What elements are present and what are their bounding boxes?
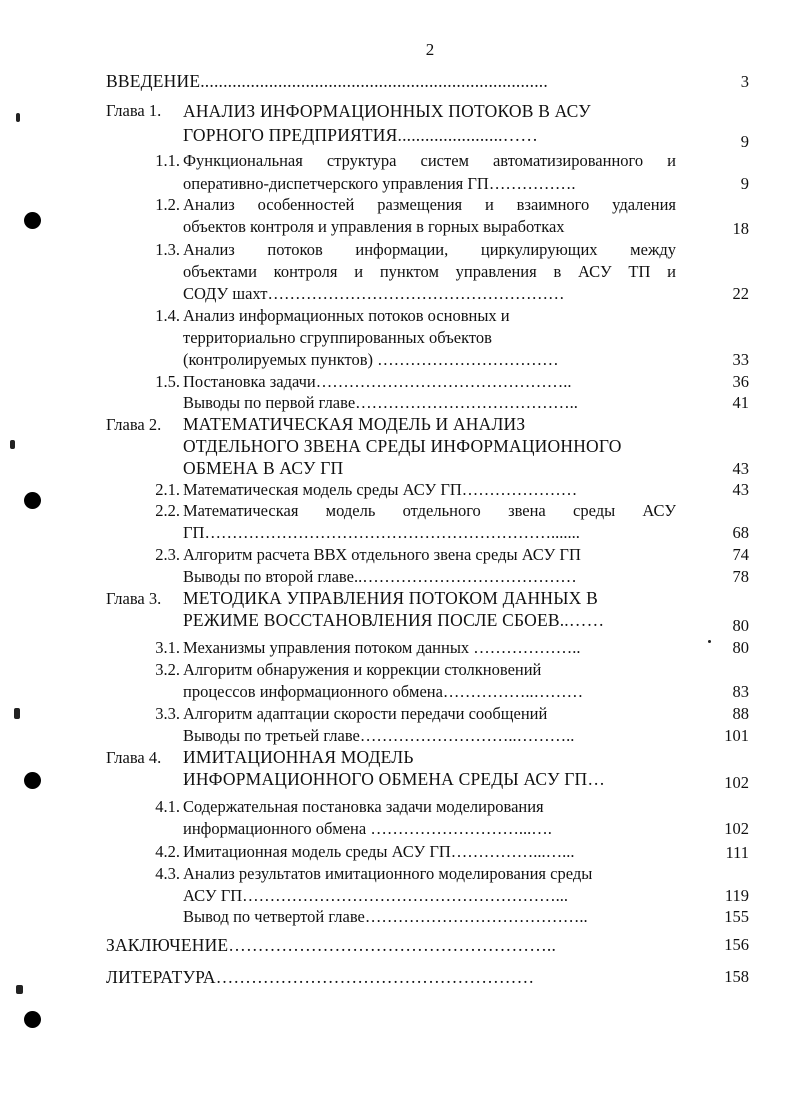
toc-entry-section-3-1[interactable]: Механизмы управления потоком данных ……………….. (183, 638, 581, 657)
toc-chapter-label: Глава 3. (106, 589, 162, 608)
toc-page-number: 102 (724, 773, 749, 792)
toc-entry-section-1-3-cont[interactable]: объектами контроля и пунктом управления в АСУ ТП и (183, 262, 676, 281)
toc-entry-conclusions-4[interactable]: Вывод по четвертой главе………………………………….. (183, 907, 588, 926)
toc-page-number: 33 (732, 350, 749, 369)
toc-section-label: 4.2. (155, 842, 180, 861)
toc-entry-chapter-4-title-cont[interactable]: ИНФОРМАЦИОННОГО ОБМЕНА СРЕДЫ АСУ ГП… (183, 769, 606, 789)
toc-chapter-label: Глава 1. (106, 101, 162, 120)
toc-page-number: 43 (732, 480, 749, 499)
toc-entry-section-1-3[interactable]: Анализ потоков информации, циркулирующих между (183, 240, 676, 259)
page-number: 2 (425, 40, 435, 59)
toc-page-number: 18 (732, 219, 749, 238)
binder-hole-mark (24, 1011, 41, 1028)
toc-section-label: 3.2. (155, 660, 180, 679)
toc-page-number: 9 (740, 132, 749, 151)
toc-entry-chapter-3-title[interactable]: МЕТОДИКА УПРАВЛЕНИЯ ПОТОКОМ ДАННЫХ В (183, 588, 598, 608)
toc-section-label: 1.2. (155, 195, 180, 214)
toc-entry-chapter-3-title-cont[interactable]: РЕЖИМЕ ВОССТАНОВЛЕНИЯ ПОСЛЕ СБОЕВ..…… (183, 610, 605, 630)
toc-page-number: 83 (732, 682, 749, 701)
toc-section-label: 2.2. (155, 501, 180, 520)
toc-entry-section-1-2[interactable]: Анализ особенностей размещения и взаимного удаления (183, 195, 676, 214)
toc-section-label: 2.1. (155, 480, 180, 499)
toc-entry-section-3-2[interactable]: Алгоритм обнаружения и коррекции столкновений (183, 660, 542, 679)
scan-speck (708, 640, 711, 643)
toc-page-number: 41 (732, 393, 749, 412)
toc-entry-section-1-5[interactable]: Постановка задачи……………………………………….. (183, 372, 572, 391)
toc-entry-section-1-3-cont[interactable]: СОДУ шахт……………………………………………… (183, 284, 565, 303)
toc-page-number: 119 (724, 886, 749, 905)
toc-page-number: 156 (724, 935, 749, 954)
scan-speck (16, 985, 23, 994)
toc-entry-section-2-3[interactable]: Алгоритм расчета ВВХ отдельного звена среды АСУ ГП (183, 545, 581, 564)
toc-entry-conclusions-3[interactable]: Выводы по третьей главе………………………..……….. (183, 726, 575, 745)
toc-page-number: 80 (732, 638, 749, 657)
toc-page-number: 80 (732, 616, 749, 635)
toc-section-label: 2.3. (155, 545, 180, 564)
toc-entry-section-1-1[interactable]: Функциональная структура систем автоматизированного и (183, 151, 676, 170)
toc-section-label: 1.5. (155, 372, 180, 391)
toc-page-number: 68 (732, 523, 749, 542)
binder-hole-mark (24, 772, 41, 789)
toc-section-label: 1.4. (155, 306, 180, 325)
toc-entry-chapter-2-title-cont[interactable]: ОТДЕЛЬНОГО ЗВЕНА СРЕДЫ ИНФОРМАЦИОННОГО (183, 436, 622, 456)
toc-page-number: 101 (724, 726, 749, 745)
toc-entry-section-4-2[interactable]: Имитационная модель среды АСУ ГП……………...…... (183, 842, 575, 861)
toc-section-label: 4.3. (155, 864, 180, 883)
toc-page-number: 111 (725, 843, 749, 862)
toc-entry-section-2-1[interactable]: Математическая модель среды АСУ ГП………………… (183, 480, 578, 499)
toc-chapter-label: Глава 2. (106, 415, 162, 434)
toc-section-label: 1.3. (155, 240, 180, 259)
toc-entry-section-1-4-cont[interactable]: (контролируемых пунктов) …………………………… (183, 350, 559, 369)
binder-hole-mark (24, 492, 41, 509)
toc-page-number: 22 (732, 284, 749, 303)
toc-entry-chapter-2-title[interactable]: МАТЕМАТИЧЕСКАЯ МОДЕЛЬ И АНАЛИЗ (183, 414, 526, 434)
toc-page-number: 102 (724, 819, 749, 838)
toc-page-number: 74 (732, 545, 749, 564)
toc-entry-chapter-1-title-cont[interactable]: ГОРНОГО ПРЕДПРИЯТИЯ.......................…… (183, 125, 539, 145)
toc-page-number: 155 (724, 907, 749, 926)
toc-section-label: 3.3. (155, 704, 180, 723)
toc-entry-section-2-2[interactable]: Математическая модель отдельного звена среды АСУ (183, 501, 676, 520)
toc-entry-references[interactable]: ЛИТЕРАТУРА……………………………………………… (106, 967, 535, 987)
toc-entry-section-3-3[interactable]: Алгоритм адаптации скорости передачи сообщений (183, 704, 548, 723)
toc-entry-section-1-4[interactable]: Анализ информационных потоков основных и (183, 306, 510, 325)
toc-section-label: 1.1. (155, 151, 180, 170)
toc-page-number: 158 (724, 967, 749, 986)
toc-entry-chapter-2-title-cont[interactable]: ОБМЕНА В АСУ ГП (183, 458, 344, 478)
binder-hole-mark (24, 212, 41, 229)
toc-entry-conclusions-2[interactable]: Выводы по второй главе..………………………………… (183, 567, 577, 586)
scan-speck (14, 708, 20, 719)
toc-entry-section-1-4-cont[interactable]: территориально сгруппированных объектов (183, 328, 492, 347)
toc-page-number: 36 (732, 372, 749, 391)
toc-entry-section-1-2-cont[interactable]: объектов контроля и управления в горных выработках (183, 217, 565, 236)
toc-entry-introduction[interactable]: ВВЕДЕНИЕ............................................................................ (106, 71, 548, 91)
toc-chapter-label: Глава 4. (106, 748, 162, 767)
toc-entry-section-4-3[interactable]: Анализ результатов имитационного моделирования среды (183, 864, 593, 883)
toc-page-number: 9 (740, 174, 749, 193)
scan-speck (16, 113, 20, 122)
toc-entry-chapter-1-title[interactable]: АНАЛИЗ ИНФОРМАЦИОННЫХ ПОТОКОВ В АСУ (183, 101, 591, 121)
toc-page-number: 3 (740, 72, 749, 91)
toc-page-number: 78 (732, 567, 749, 586)
toc-entry-chapter-4-title[interactable]: ИМИТАЦИОННАЯ МОДЕЛЬ (183, 747, 414, 767)
toc-page-number: 43 (732, 459, 749, 478)
toc-page-number: 88 (732, 704, 749, 723)
toc-entry-conclusion[interactable]: ЗАКЛЮЧЕНИЕ……………………………………………….. (106, 935, 557, 955)
toc-entry-conclusions-1[interactable]: Выводы по первой главе………………………………….. (183, 393, 578, 412)
scan-speck (10, 440, 15, 449)
toc-entry-section-2-2-cont[interactable]: ГП………………………………………………………....... (183, 523, 580, 542)
toc-entry-section-4-1-cont[interactable]: информационного обмена ………………………...…. (183, 819, 552, 838)
toc-entry-section-4-1[interactable]: Содержательная постановка задачи моделирования (183, 797, 544, 816)
toc-entry-section-3-2-cont[interactable]: процессов информационного обмена……………..……… (183, 682, 584, 701)
toc-entry-section-1-1-cont[interactable]: оперативно-диспетчерского управления ГП……………. (183, 174, 576, 193)
toc-section-label: 4.1. (155, 797, 180, 816)
toc-section-label: 3.1. (155, 638, 180, 657)
toc-entry-section-4-3-cont[interactable]: АСУ ГП…………………………………………………... (183, 886, 569, 905)
